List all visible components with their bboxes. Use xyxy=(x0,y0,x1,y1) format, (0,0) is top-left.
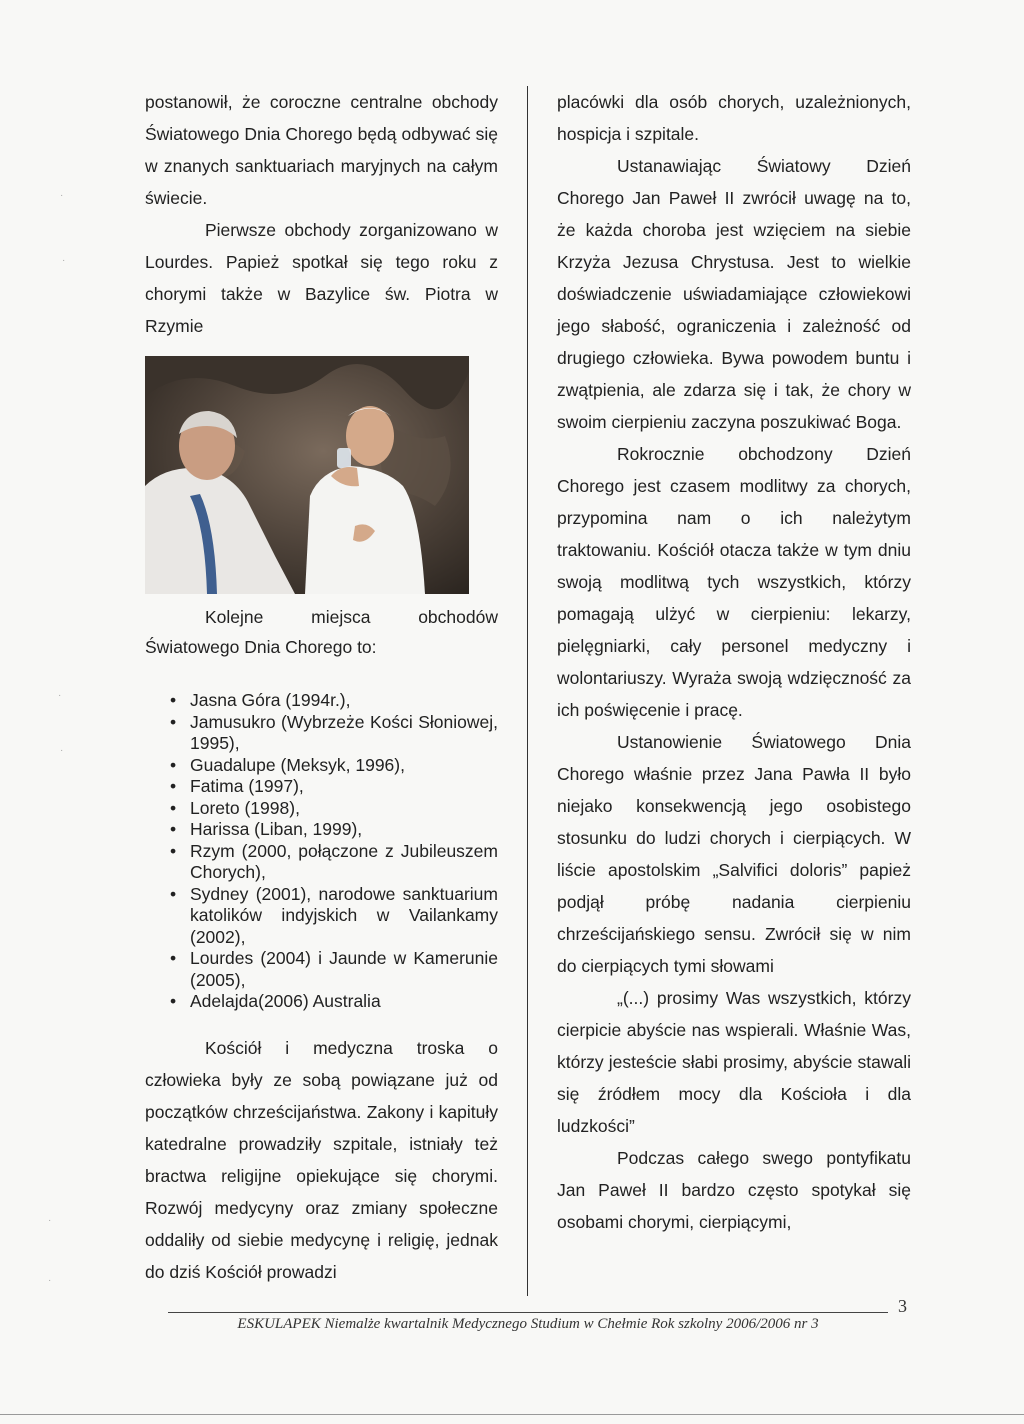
scan-edge-line xyxy=(0,1414,1024,1415)
list-item: • Jasna Góra (1994r.), xyxy=(170,690,498,712)
paragraph: Kolejne miejsca obchodów Światowego Dnia Chorego to: xyxy=(145,607,498,657)
left-column-top xyxy=(145,86,498,342)
scan-speck: · xyxy=(48,1275,52,1286)
list-item: • Adelajda(2006) Australia xyxy=(170,991,498,1013)
list-item: • Rzym (2000, połączone z Jubileuszem Chorych), xyxy=(170,841,498,884)
scan-speck: · xyxy=(60,190,64,201)
places-list xyxy=(170,690,498,1013)
list-item: • Lourdes (2004) i Jaunde w Kamerunie (2005), xyxy=(170,948,498,991)
paragraph: Podczas całego swego pontyfikatu Jan Paweł II bardzo często spotykał się osobami chorymi, cierpiącymi, xyxy=(557,1148,911,1232)
pope-photo-image xyxy=(145,356,469,594)
paragraph: placówki dla osób chorych, uzależnionych, hospicja i szpitale. xyxy=(557,92,911,144)
paragraph: Pierwsze obchody zorganizowano w Lourdes. Papież spotkał się tego roku z chorymi także w Bazylice św. Piotra w Rzymie xyxy=(145,220,498,336)
list-item: • Jamusukro (Wybrzeże Kości Słoniowej, 1995), xyxy=(170,712,498,755)
paragraph: Kościół i medyczna troska o człowieka były ze sobą powiązane już od początków chrześcijaństwa. Zakony i kapituły katedralne prowadziły szpitale, istniały też bractwa religijne opiekujące się chorymi. Rozwój medycyny oraz zmiany społeczne oddaliły od siebie medycynę i religię, jednak do dziś Kościół prowadzi xyxy=(145,1038,498,1282)
quote-paragraph: „(...) prosimy Was wszystkich, którzy cierpicie abyście nas wspierali. Właśnie Was, którzy jesteście słabi prosimy, abyście stawali się źródłem mocy dla Kościoła i dla ludzkości” xyxy=(557,988,911,1136)
list-item: • Fatima (1997), xyxy=(170,776,498,798)
list-intro xyxy=(145,602,498,662)
paragraph: Ustanawiając Światowy Dzień Chorego Jan Paweł II zwrócił uwagę na to, że każda choroba jest wzięciem na siebie Krzyża Jezusa Chrystusa. Jest to wielkie doświadczenie uświadamiające człowiekowi jego słabość, ograniczenia i zależność od drugiego człowieka. Bywa powodem buntu i zwątpienia, ale zdarza się i tak, że chory w swoim cierpieniu zaczyna poszukiwać Boga. xyxy=(557,156,911,432)
paragraph: postanowił, że coroczne centralne obchody Światowego Dnia Chorego będą odbywać się w znanych sanktuariach maryjnych na całym świecie. xyxy=(145,92,498,208)
scan-speck: · xyxy=(58,690,62,701)
list-item: • Loreto (1998), xyxy=(170,798,498,820)
page-number: 3 xyxy=(898,1296,907,1316)
left-column-bottom xyxy=(145,1032,498,1288)
paragraph: Ustanowienie Światowego Dnia Chorego właśnie przez Jana Pawła II było niejako konsekwencją jego osobistego stosunku do ludzi chorych i cierpiących. W liście apostolskim „Salvifici doloris” papież podjął próbę nadania cierpieniu chrześcijańskiego sensu. Zwrócił się w nim do cierpiących tymi słowami xyxy=(557,732,911,976)
footer-text: ESKULAPEK Niemalże kwartalnik Medycznego Studium w Chełmie Rok szkolny 2006/2006 nr 3 xyxy=(237,1316,819,1332)
column-divider xyxy=(527,86,528,1296)
list-item: • Sydney (2001), narodowe sanktuarium katolików indyjskich w Vailankamy (2002), xyxy=(170,884,498,949)
scan-speck: · xyxy=(62,255,66,266)
pope-photo xyxy=(145,356,469,594)
footer-rule xyxy=(168,1312,888,1313)
list-item: • Harissa (Liban, 1999), xyxy=(170,819,498,841)
scan-speck: · xyxy=(60,745,64,756)
paragraph: Rokrocznie obchodzony Dzień Chorego jest czasem modlitwy za chorych, przypomina nam o ich należytym traktowaniu. Kościół otacza także w tym dniu swoją modlitwą tych wszystkich, którzy pomagają ulżyć w cierpieniu: lekarzy, pielęgniarki, cały personel medyczny i wolontariuszy. Wyraża swoją wdzięczność za ich poświęcenie i pracę. xyxy=(557,444,911,720)
list-item: • Guadalupe (Meksyk, 1996), xyxy=(170,755,498,777)
scan-speck: · xyxy=(48,1215,52,1226)
right-column xyxy=(557,86,911,1238)
